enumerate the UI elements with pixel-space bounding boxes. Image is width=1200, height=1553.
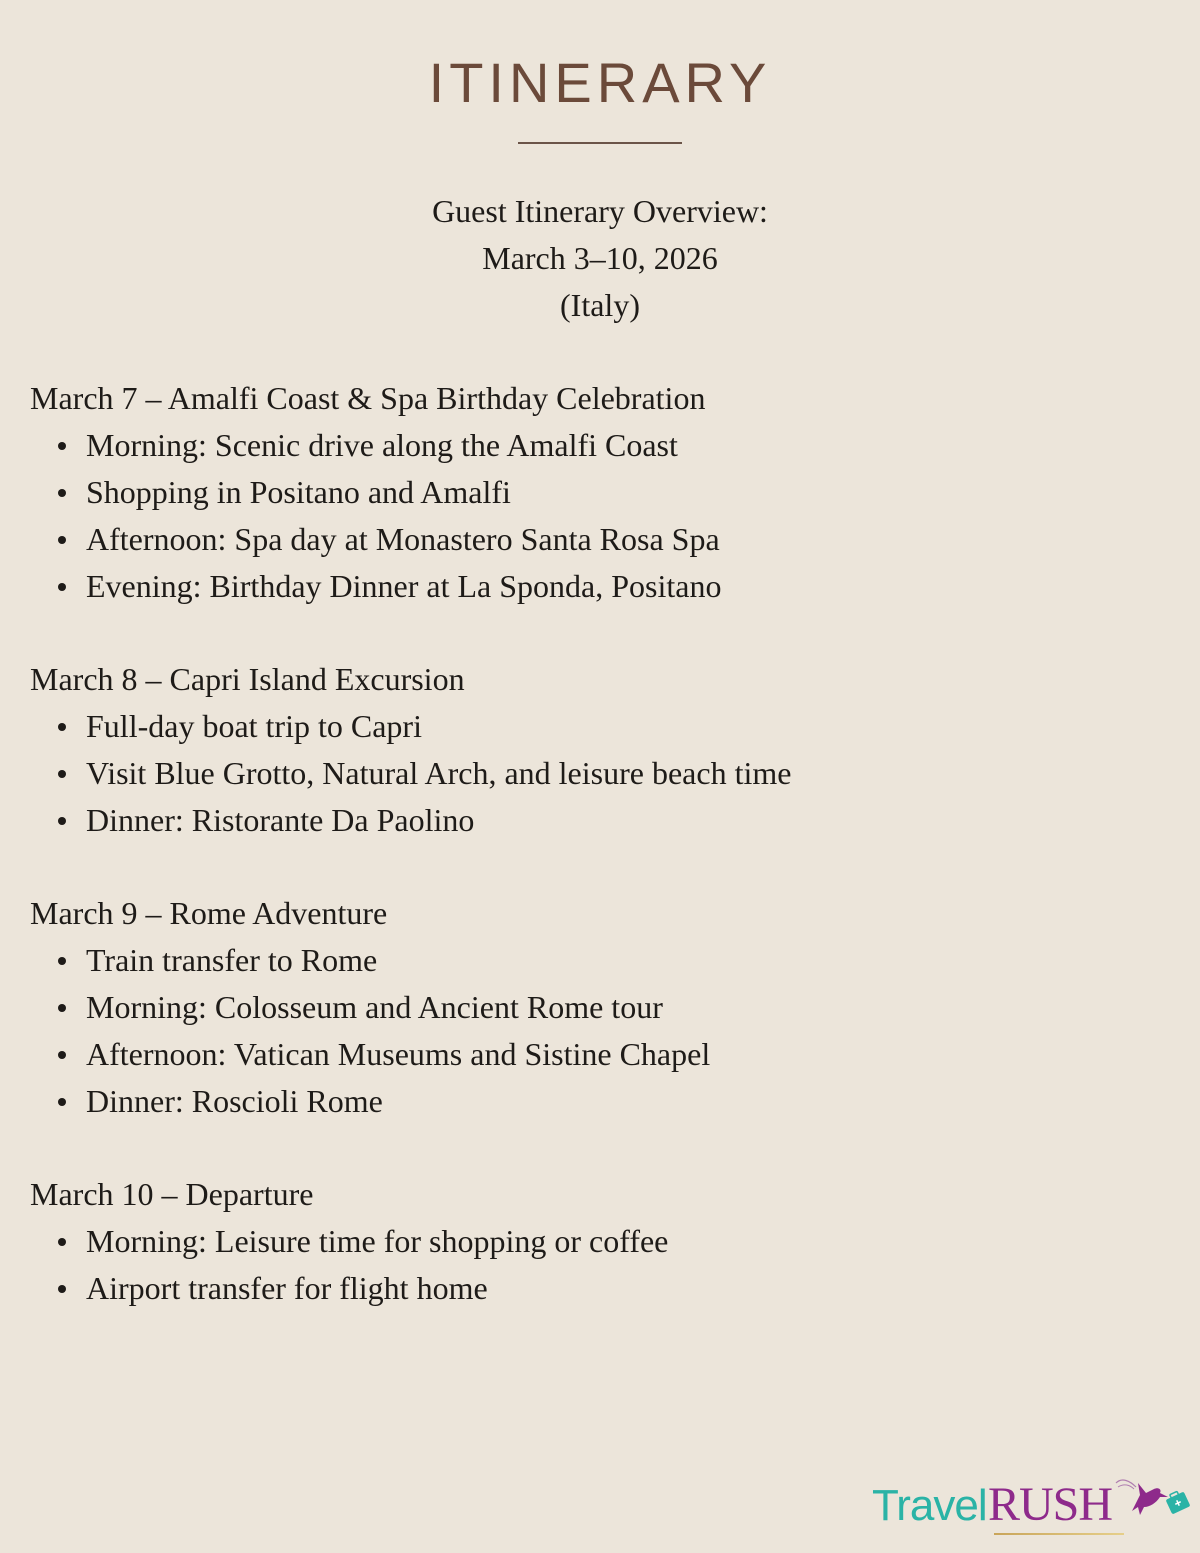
page-title: ITINERARY <box>428 51 772 114</box>
day-heading: March 7 – Amalfi Coast & Spa Birthday Celebration <box>30 380 706 416</box>
list-item-text: Evening: Birthday Dinner at La Sponda, Positano <box>86 568 722 604</box>
list-item-text: Train transfer to Rome <box>86 942 378 978</box>
list-item <box>58 1265 1170 1312</box>
list-item-text: Afternoon: Vatican Museums and Sistine Chapel <box>86 1036 711 1072</box>
list-item-text: Morning: Colosseum and Ancient Rome tour <box>86 989 663 1025</box>
hummingbird-suitcase-icon <box>1112 1473 1192 1533</box>
day-heading: March 9 – Rome Adventure <box>30 895 388 931</box>
overview-dates: March 3–10, 2026 <box>482 240 718 276</box>
list-item-text: Airport transfer for flight home <box>86 1270 488 1306</box>
day-heading: March 10 – Departure <box>30 1176 314 1212</box>
day-items <box>30 703 1170 844</box>
day-items <box>30 1218 1170 1312</box>
title-divider <box>518 142 682 144</box>
day-section-march-9 <box>30 890 1170 1125</box>
list-item <box>58 516 1170 563</box>
list-item <box>58 750 1170 797</box>
day-section-march-7 <box>30 375 1170 610</box>
list-item <box>58 1031 1170 1078</box>
list-item-text: Dinner: Ristorante Da Paolino <box>86 802 475 838</box>
list-item <box>58 563 1170 610</box>
list-item-text: Dinner: Roscioli Rome <box>86 1083 383 1119</box>
bullet-icon <box>58 957 66 965</box>
list-item <box>58 984 1170 1031</box>
logo-text-rush: RUSH <box>988 1478 1113 1531</box>
list-item <box>58 797 1170 844</box>
list-item-text: Visit Blue Grotto, Natural Arch, and leisure beach time <box>86 755 792 791</box>
bullet-icon <box>58 536 66 544</box>
bullet-icon <box>58 489 66 497</box>
bullet-icon <box>58 817 66 825</box>
list-item <box>58 469 1170 516</box>
day-section-march-10 <box>30 1171 1170 1312</box>
bullet-icon <box>58 583 66 591</box>
list-item-text: Full-day boat trip to Capri <box>86 708 422 744</box>
bullet-icon <box>58 1004 66 1012</box>
list-item-text: Morning: Scenic drive along the Amalfi Coast <box>86 427 678 463</box>
day-items <box>30 937 1170 1125</box>
day-heading: March 8 – Capri Island Excursion <box>30 661 465 697</box>
list-item-text: Morning: Leisure time for shopping or coffee <box>86 1223 669 1259</box>
overview-block <box>0 188 1200 329</box>
list-item <box>58 1218 1170 1265</box>
bullet-icon <box>58 1285 66 1293</box>
list-item-text: Afternoon: Spa day at Monastero Santa Rosa Spa <box>86 521 720 557</box>
list-item <box>58 422 1170 469</box>
bullet-icon <box>58 1238 66 1246</box>
logo-underline <box>994 1533 1124 1535</box>
bullet-icon <box>58 442 66 450</box>
list-item <box>58 1078 1170 1125</box>
list-item-text: Shopping in Positano and Amalfi <box>86 474 511 510</box>
list-item <box>58 703 1170 750</box>
day-section-march-8 <box>30 656 1170 844</box>
day-items <box>30 422 1170 610</box>
overview-location: (Italy) <box>560 287 640 323</box>
bullet-icon <box>58 1098 66 1106</box>
bullet-icon <box>58 1051 66 1059</box>
bullet-icon <box>58 770 66 778</box>
overview-heading: Guest Itinerary Overview: <box>432 193 768 229</box>
logo-text-travel: Travel <box>872 1481 987 1530</box>
travelrush-logo <box>862 1473 1192 1543</box>
bullet-icon <box>58 723 66 731</box>
list-item <box>58 937 1170 984</box>
itinerary-days <box>30 375 1170 1358</box>
